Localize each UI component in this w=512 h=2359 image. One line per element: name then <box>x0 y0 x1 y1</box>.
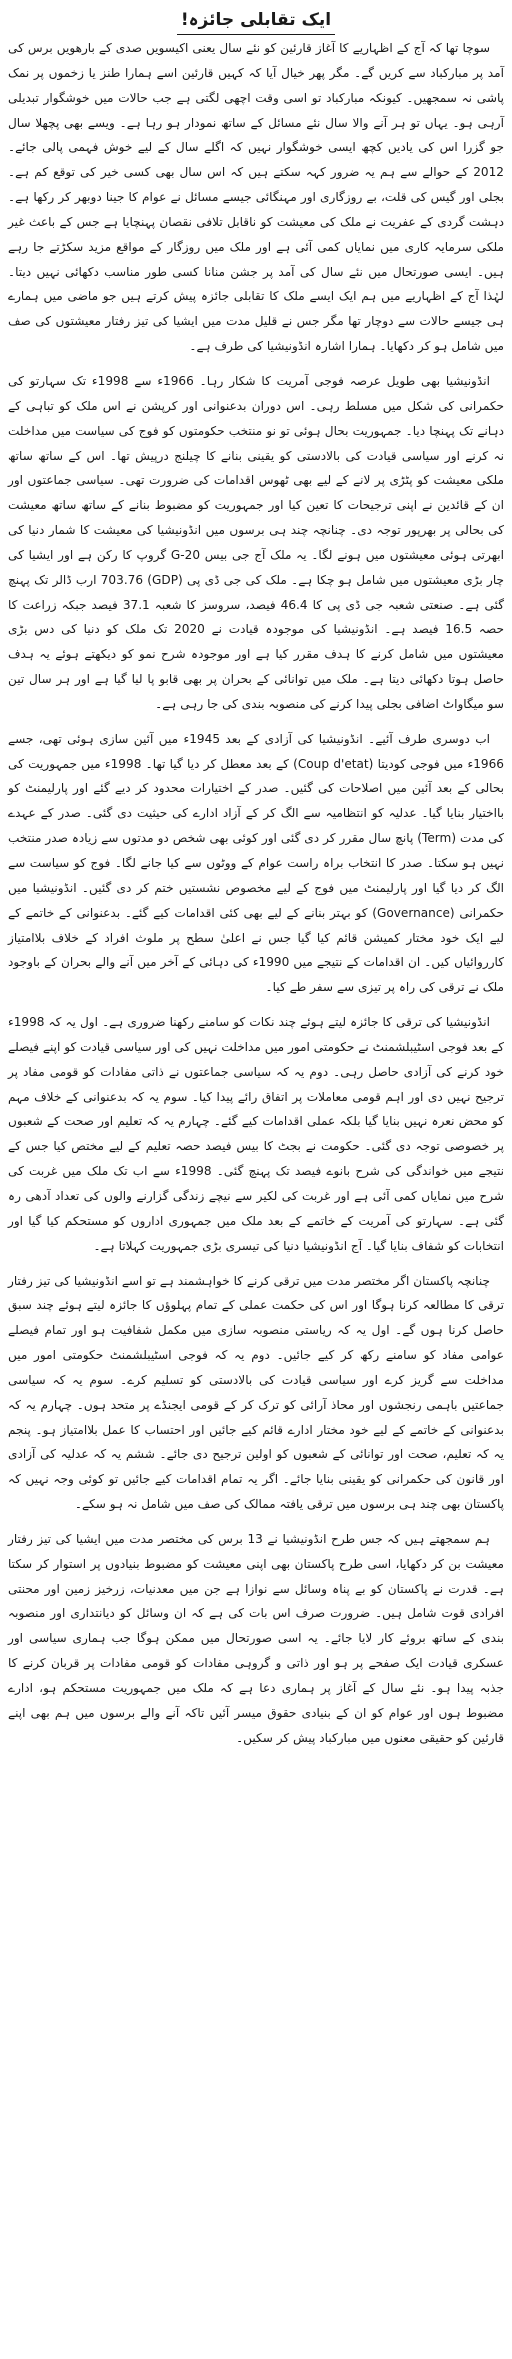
paragraph-5: چنانچہ پاکستان اگر مختصر مدت میں ترقی کرنے کا خواہشمند ہے تو اسے انڈونیشیا کی تیز رفتار ترقی کا مطالعہ کرنا ہوگا اور اس کی حکمت عملی کے تمام پہلوؤں کا جائزہ لیتے ہوئے چند سبق حاصل کرنا ہوں گے۔ اول یہ کہ ریاستی منصوبہ سازی میں مکمل شفافیت ہو اور تمام فیصلے عوامی مفاد کو سامنے رکھ کر کیے جائیں۔ دوم یہ کہ فوجی اسٹیبلشمنٹ حکومتی امور میں مداخلت سے گریز کرے اور سیاسی قیادت کی بالادستی کو تسلیم کرے۔ سوم یہ کہ سیاسی جماعتیں باہمی رنجشوں اور محاذ آرائی کو ترک کر کے قومی ایجنڈے پر متحد ہوں۔ چہارم یہ کہ بدعنوانی کے خاتمے کے لیے خود مختار ادارے قائم کیے جائیں اور احتساب کا عمل بلاامتیاز ہو۔ پنجم یہ کہ تعلیم، صحت اور توانائی کے شعبوں کو اولین ترجیح دی جائے۔ ششم یہ کہ عدلیہ کی آزادی اور قانون کی حکمرانی کو یقینی بنایا جائے۔ اگر یہ تمام اقدامات کیے جائیں تو کوئی وجہ نہیں کہ پاکستان بھی چند ہی برسوں میں ترقی یافتہ ممالک کی صف میں شامل نہ ہو سکے۔ <box>8 1273 504 1512</box>
paragraph-2: انڈونیشیا بھی طویل عرصہ فوجی آمریت کا شکار رہا۔ 1966ء سے 1998ء تک سہارتو کی حکمرانی کی شکل میں مسلط رہی۔ اس دوران بدعنوانی اور کرپشن نے اس ملک کو تباہی کے دہانے تک پہنچا دیا۔ جمہوریت بحال ہوئی تو نو منتخب حکومتوں کو فوج کی سیاست میں مداخلت نہ کرنے اور سیاسی قیادت کی بالادستی کو یقینی بنانے کا چیلنج درپیش تھا۔ اس کے ساتھ ساتھ ملکی معیشت کو پٹڑی پر لانے کے لیے بھی ٹھوس اقدامات کی ضرورت تھی۔ سیاسی جماعتوں اور ان کے قائدین نے اپنی ترجیحات کا تعین کیا اور جمہوریت کو مضبوط بنانے کے ساتھ ساتھ معیشت کی بحالی پر بھرپور توجہ دی۔ چنانچہ چند ہی برسوں میں انڈونیشیا کی معیشت کا شمار دنیا کی ابھرتی ہوئی معیشتوں میں ہونے لگا۔ یہ ملک آج جی بیس G-20 گروپ کا رکن ہے اور ایشیا کی چار بڑی معیشتوں میں شامل ہو چکا ہے۔ ملک کی جی ڈی پی (GDP) 703.76 ارب ڈالر تک پہنچ گئی ہے۔ صنعتی شعبہ جی ڈی پی کا 46.4 فیصد، سروسز کا شعبہ 37.1 فیصد جبکہ زراعت کا حصہ 16.5 فیصد ہے۔ انڈونیشیا کی موجودہ قیادت نے 2020 تک ملک کو دنیا کی دس بڑی معیشتوں میں شامل کرنے کا ہدف مقرر کیا ہے اور موجودہ شرح نمو کو دیکھتے ہوئے یہ ہدف حاصل ہوتا دکھائی دیتا ہے۔ ملک میں توانائی کے بحران پر بھی قابو پا لیا گیا ہے اور ہر سال تین سو میگاواٹ اضافی بجلی پیدا کرنے کی منصوبہ بندی کی جا رہی ہے۔ <box>8 373 505 711</box>
article-title: ایک تقابلی جائزہ! <box>177 6 335 35</box>
paragraph-4: انڈونیشیا کی ترقی کا جائزہ لیتے ہوئے چند نکات کو سامنے رکھنا ضروری ہے۔ اول یہ کہ 1998ء کے بعد فوجی اسٹیبلشمنٹ نے حکومتی امور میں مداخلت نہیں کی اور سیاسی قیادت کو اپنے فیصلے خود کرنے کی آزادی حاصل رہی۔ دوم یہ کہ سیاسی جماعتوں نے ذاتی مفادات کو قومی مفاد پر ترجیح نہیں دی اور اہم قومی معاملات پر اتفاق رائے پیدا کیا۔ سوم یہ کہ بدعنوانی کے خلاف مہم کو محض نعرہ نہیں بنایا گیا بلکہ عملی اقدامات کیے گئے۔ چہارم یہ کہ تعلیم اور صحت کے شعبوں پر خصوصی توجہ دی گئی۔ حکومت نے بجٹ کا بیس فیصد حصہ تعلیم کے لیے مختص کیا جس کے نتیجے میں خواندگی کی شرح بانوے فیصد تک پہنچ گئی۔ 1998ء سے اب تک ملک میں غربت کی شرح میں نمایاں کمی آئی ہے اور غربت کی لکیر سے نیچے زندگی گزارنے والوں کی تعداد آدھی رہ گئی ہے۔ سہارتو کی آمریت کے خاتمے کے بعد ملک میں جمہوری اداروں کو مستحکم کیا گیا اور انتخابات کو شفاف بنایا گیا۔ آج انڈونیشیا دنیا کی تیسری بڑی جمہوریت کہلاتا ہے۔ <box>8 1015 505 1253</box>
paragraph-1: سوچا تھا کہ آج کے اظہاریے کا آغاز قارئین کو نئے سال یعنی اکیسویں صدی کے بارھویں برس کی آمد پر مبارکباد سے کریں گے۔ مگر پھر خیال آیا کہ کہیں قارئین اسے ہمارا طنز یا زخموں پر نمک پاشی نہ سمجھیں۔ کیونکہ مبارکباد تو اسی وقت اچھی لگتی ہے جب حالات میں خوشگوار تبدیلی آرہی ہو۔ یہاں تو ہر آنے والا سال نئے مسائل کے ساتھ نمودار ہو رہا ہے۔ ویسے بھی پچھلا سال جو گزرا اس کی یادیں کچھ ایسی خوشگوار نہیں کہ اگلے سال کے لیے خوش فہمی پالی جائے۔ 2012 کے حوالے سے ہم یہ ضرور کہہ سکتے ہیں کہ اس سال بھی کسی خیر کی توقع کم ہے۔ بجلی اور گیس کی قلت، بے روزگاری اور مہنگائی جیسے مسائل نے عوام کا جینا دوبھر کر رکھا ہے۔ دہشت گردی کے عفریت نے ملک کی معیشت کو ناقابل تلافی نقصان پہنچایا ہے جس کے باعث غیر ملکی سرمایہ کاری میں نمایاں کمی آئی ہے اور ملک میں روزگار کے مواقع مزید سکڑتے جا رہے ہیں۔ ایسی صورتحال میں نئے سال کی آمد پر جشن منانا کسی طور مناسب دکھائی نہیں دیتا۔ لہٰذا آج کے اظہاریے میں ہم ایک ایسے ملک کا تقابلی جائزہ پیش کرتے ہیں جو ماضی میں ہمارے ہی جیسے حالات سے دوچار تھا مگر جس نے قلیل مدت میں ایشیا کی تیز رفتار معیشتوں کی صف میں شامل ہو کر دکھایا۔ ہمارا اشارہ انڈونیشیا کی طرف ہے۔ <box>8 41 504 354</box>
title-container <box>8 6 504 36</box>
paragraph-6: ہم سمجھتے ہیں کہ جس طرح انڈونیشیا نے 13 برس کی مختصر مدت میں ایشیا کی تیز رفتار معیشت بن کر دکھایا، اسی طرح پاکستان بھی اپنی معیشت کو مضبوط بنیادوں پر استوار کر سکتا ہے۔ قدرت نے پاکستان کو بے پناہ وسائل سے نوازا ہے جن میں معدنیات، زرخیز زمین اور محنتی افرادی قوت شامل ہیں۔ ضرورت صرف اس بات کی ہے کہ ان وسائل کو دیانتداری اور منصوبہ بندی کے ساتھ بروئے کار لایا جائے۔ یہ اسی صورتحال میں ممکن ہوگا جب ہماری سیاسی اور عسکری قیادت ایک صفحے پر ہو اور ذاتی و گروہی مفادات کو قومی مفادات پر قربان کرنے کا جذبہ پیدا ہو۔ نئے سال کے آغاز پر ہماری دعا ہے کہ ملک میں جمہوریت مستحکم ہو، ادارے مضبوط ہوں اور عوام کو ان کے بنیادی حقوق میسر آئیں تاکہ آنے والے برسوں میں ہم بھی اپنے قارئین کو حقیقی معنوں میں مبارکباد پیش کر سکیں۔ <box>8 1531 504 1745</box>
article-body <box>8 36 504 1751</box>
paragraph-3: اب دوسری طرف آئیے۔ انڈونیشیا کی آزادی کے بعد 1945ء میں آئین سازی ہوئی تھی، جسے 1966ء میں فوجی کودیتا (Coup d'etat) کے بعد معطل کر دیا گیا تھا۔ 1998ء میں جمہوریت کی بحالی کے بعد آئین میں اصلاحات کی گئیں۔ صدر کے اختیارات محدود کر دیے گئے اور پارلیمنٹ کو بااختیار بنایا گیا۔ عدلیہ کو انتظامیہ سے الگ کر کے آزاد ادارے کی حیثیت دی گئی۔ صدر کے عہدے کی مدت (Term) پانچ سال مقرر کر دی گئی اور کوئی بھی شخص دو مدتوں سے زیادہ صدر منتخب نہیں ہو سکتا۔ صدر کا انتخاب براہ راست عوام کے ووٹوں سے کیا جانے لگا۔ فوج کو سیاست سے الگ کر دیا گیا اور پارلیمنٹ میں فوج کے لیے مخصوص نشستیں ختم کر دی گئیں۔ انڈونیشیا میں حکمرانی (Governance) کو بہتر بنانے کے لیے بھی کئی اقدامات کیے گئے۔ بدعنوانی کے خاتمے کے لیے ایک خود مختار کمیشن قائم کیا گیا جس نے اعلیٰ سطح پر ملوث افراد کے خلاف بلاامتیاز کارروائیاں کیں۔ ان اقدامات کے نتیجے میں 1990ء کی دہائی کے آخر میں آنے والے بحران کے باوجود ملک نے ترقی کی راہ پر تیزی سے سفر طے کیا۔ <box>8 731 504 995</box>
